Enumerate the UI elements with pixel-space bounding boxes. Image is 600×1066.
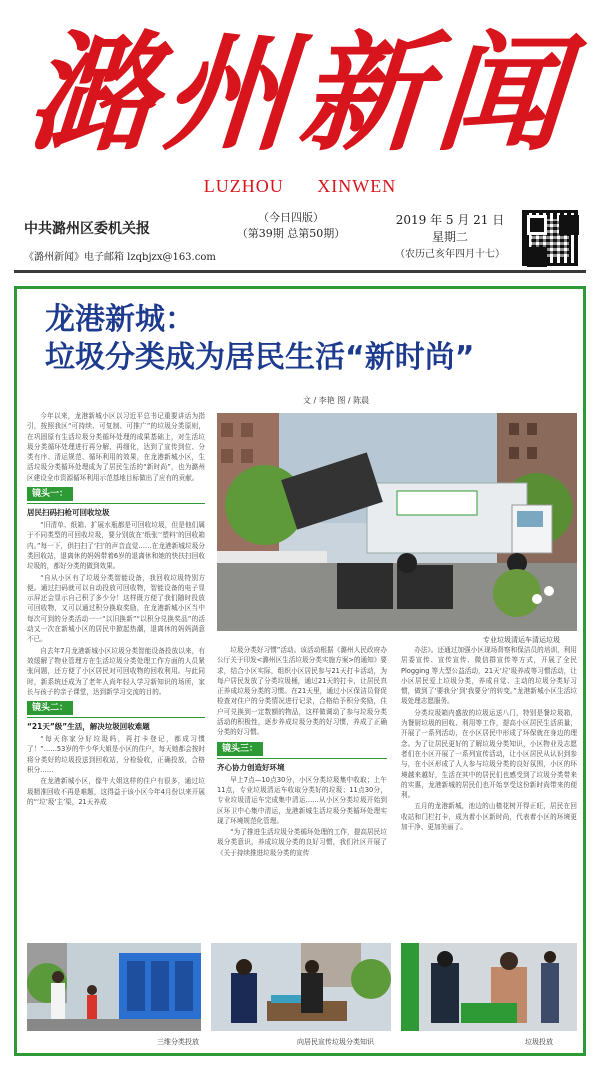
section-1-label: 镜头一： bbox=[27, 487, 73, 501]
page-count: （今日四版） bbox=[258, 211, 324, 224]
bottom-caption-1: 三维分类投放 bbox=[157, 1038, 199, 1046]
issue-weekday: 星期二 bbox=[431, 230, 468, 244]
section-1-header bbox=[27, 484, 205, 504]
section-1-paragraph: “旧清单、纸箱、扩展水瓶都是可回收垃圾，但是他们属于不同类型的可回收垃圾，要分别放在‘纸张’‘塑料’的回收箱内。”每一下，供扫扫了‘扫’的声音直觉……在龙港新城垃圾分类回收站，退离休的妈妈带着6岁的退离休和她的快扶扫回收垃圾的，都好分类的做到效果。 bbox=[27, 521, 205, 571]
section-3-paragraph: 早上7点—10点30分，小区分类垃圾集中收取；上午11点，专业垃圾清运车收取分类好的垃圾；11点30分，专业垃圾清运车完成集中清运……从小区分类垃圾开始到区环卫中心集中清运，龙港新城生活垃圾分类循环处理实现了环境规范化管理。 bbox=[217, 775, 387, 825]
issue-info bbox=[232, 210, 350, 242]
main-photo-caption: 专业垃圾清运车清运垃圾 bbox=[483, 636, 560, 644]
section-1-title: 居民扫码扫枪可回收垃圾 bbox=[27, 508, 110, 518]
section-2-label: 镜头二： bbox=[27, 701, 73, 715]
section-3-paragraph: “为了推进生活垃圾分类循环处理的工作，提高居民垃圾分类意识，养成垃圾分类的良好习惯，我们社区开展了《关于持续推进垃圾分类的宣传 bbox=[217, 828, 387, 857]
section-2-paragraph: 在龙港新城小区，像牛大姐这样的住户有很多，通过垃圾精准回收不再是难题，这得益于该小区今年4月份以来开展的“‘垃’圾‘主’渠，21天养成 bbox=[27, 777, 205, 806]
disposal-scene-icon bbox=[401, 943, 577, 1031]
right-paragraph: 分类垃圾箱内盛放的垃圾运送八门，特别是餐垃圾箱，为餐厨垃圾的回收、利用等工作，提高小区居民生活质量，开展了一系列活动，在小区居民中形成了环保就在身边的理念。为了让居民更好的了解垃圾分类知识，小区物业及志愿者们在小区开展了一系列宣传活动，让小区居民从认识到参与，在小区形成了人人参与垃圾分类的良好氛围，小区的环境越来越好，生活在其中的居民们也感受到了垃圾分类带来的实惠，龙港新城的居民们也开始享受这份新时尚带来的便利。 bbox=[401, 708, 577, 800]
section-2-header bbox=[27, 698, 205, 718]
pinyin-xinwen: XINWEN bbox=[317, 176, 397, 196]
bottom-photo-sorting bbox=[27, 943, 201, 1031]
lunar-date: （农历己亥年四月十七） bbox=[395, 249, 505, 260]
newspaper-title: 潞州新闻 bbox=[22, 19, 578, 169]
article-column-middle bbox=[217, 645, 387, 929]
bottom-caption-2: 向居民宣传垃圾分类知识 bbox=[297, 1038, 374, 1046]
section-2-title: “21天”级”生活，解决垃圾回收难题 bbox=[27, 722, 150, 732]
right-paragraph: 办法》。还通过加强小区现场督察和保洁员的培训，利用居委宣传、宣传宣传、微信群宣传等方式，开展了全民 Plogging 等大型公益活动，21天‘垃’圾养成等习惯活动，让小区居民爱上垃圾分类，养成自觉、主动的垃圾分类好习惯，做到了‘要我分’到‘我要分’的转变。”龙港新城小区生活垃圾处理志愿服务。 bbox=[401, 646, 577, 706]
newspaper-pinyin bbox=[0, 176, 600, 197]
section-3-label: 镜头三： bbox=[217, 742, 263, 756]
info-left bbox=[24, 218, 216, 263]
section-1-paragraph: “自从小区有了垃圾分类智能设备，我回收垃圾特别方便。通过扫码就可以自动投放可回收物，智能设备的电子显示屏还会显示自己积了多少分！这样既方便了我们随时投放可回收物，又可以通过积分换取奖励，在龙港新城小区当中每次可到的分类活动一一“以旧换新”“以积分兑换奖品”的活动又一次在新城小区的居民中掀起热潮，退离休的妈妈满意不已。 bbox=[27, 573, 205, 644]
bottom-photo-promotion bbox=[211, 943, 391, 1031]
email-line: 《潞州新闻》电子邮箱 lzqbjzx@163.com bbox=[24, 252, 216, 263]
intro-paragraph: 今年以来，龙港新城小区以习近平总书记重要讲话为指引，按照我区“可持续、可复制、可推广”的垃圾分类原则，在巩固原有生活垃圾分类循环处理的成果基础上，对生活垃圾分类循环处理进行再分解、再细化，达到了宣传到位、分类有序、清运规范、循环利用的效果，在龙港新城小区，生活垃圾分类循环处理成为了居民生活的“新时尚”，也为潞州区建设全市资源循环利用示范基地目标做出了应有的贡献。 bbox=[27, 412, 205, 482]
qr-code-icon[interactable] bbox=[522, 210, 578, 266]
headline-line-2: 垃圾分类成为居民生活“新时尚” bbox=[45, 340, 475, 375]
section-1-paragraph: 自去年7月龙港新城小区垃圾分类智能设备投放以来，有效缓解了物业管理方在生活垃圾分类处理工作方面的人员紧张问题，还方便了小区居民对可回收物的回收利用。与此同时，新系统还成为了老年人尚年轻人学习新知识的场所，家长与孩子的亲子课堂，达到新学习交流的目的。 bbox=[27, 646, 205, 696]
article-frame bbox=[14, 286, 586, 1056]
right-paragraph: 五月的龙港新城，池边的山楂花树开得正旺，居民在回收站和门栏打卡，成为着小区新时尚，代表着小区的环境更加干净、更加美丽了。 bbox=[401, 802, 577, 832]
bottom-photo-disposal bbox=[401, 943, 577, 1031]
main-photo-garbage-truck bbox=[217, 413, 577, 631]
garbage-truck-scene-icon bbox=[217, 413, 577, 631]
issue-number: （第39期 总第50期） bbox=[236, 227, 346, 240]
section-3-header bbox=[217, 739, 387, 759]
article-byline: 文 / 李艳 图 / 陈晨 bbox=[303, 396, 370, 405]
promotion-scene-icon bbox=[211, 943, 391, 1031]
headline-line-1: 龙港新城： bbox=[45, 302, 195, 337]
article-column-left bbox=[27, 411, 205, 929]
organization-label: 中共潞州区委机关报 bbox=[24, 221, 150, 237]
section-3-title: 齐心协力创造好环境 bbox=[217, 762, 285, 772]
middle-paragraph: 垃圾分类好习惯”活动。该活动根据《潞州人民政府办公厅关于印发<潞州区生活垃圾分类实施方案>的通知》要求，结合小区实际，组织小区居民参与21天打卡活动，为每户居民发放了分类垃圾桶，通过21天的打卡，让居民真正养成垃圾分类的习惯。在21天里，通过小区保洁员督促检查对住户的分类情况进行记录，合格给予积分奖励，住户可兑换到一定数额的物品，这样做调动了参与垃圾分类活动的积极性，逐步养成垃圾分类的好习惯，养成了正确分类的好习惯。 bbox=[217, 646, 387, 737]
article-headline bbox=[45, 301, 565, 377]
issue-date: 2019 年 5 月 21 日 bbox=[395, 213, 505, 227]
article-column-right bbox=[401, 645, 577, 929]
section-2-paragraph: “每天你家分好垃圾吗，再打卡登记，都成习惯了！”……53岁的牛少华大姐是小区的住户，每天她都会按时将分类好的垃圾投送到回收站，分检验收，正确投放，合格积分…… bbox=[27, 735, 205, 775]
bottom-caption-3: 垃圾投放 bbox=[525, 1038, 553, 1046]
masthead bbox=[0, 0, 600, 205]
date-info bbox=[380, 212, 520, 263]
masthead-divider bbox=[14, 270, 586, 273]
info-bar bbox=[14, 206, 586, 272]
sorting-bins-scene-icon bbox=[27, 943, 201, 1031]
pinyin-luzhou: LUZHOU bbox=[203, 176, 284, 196]
